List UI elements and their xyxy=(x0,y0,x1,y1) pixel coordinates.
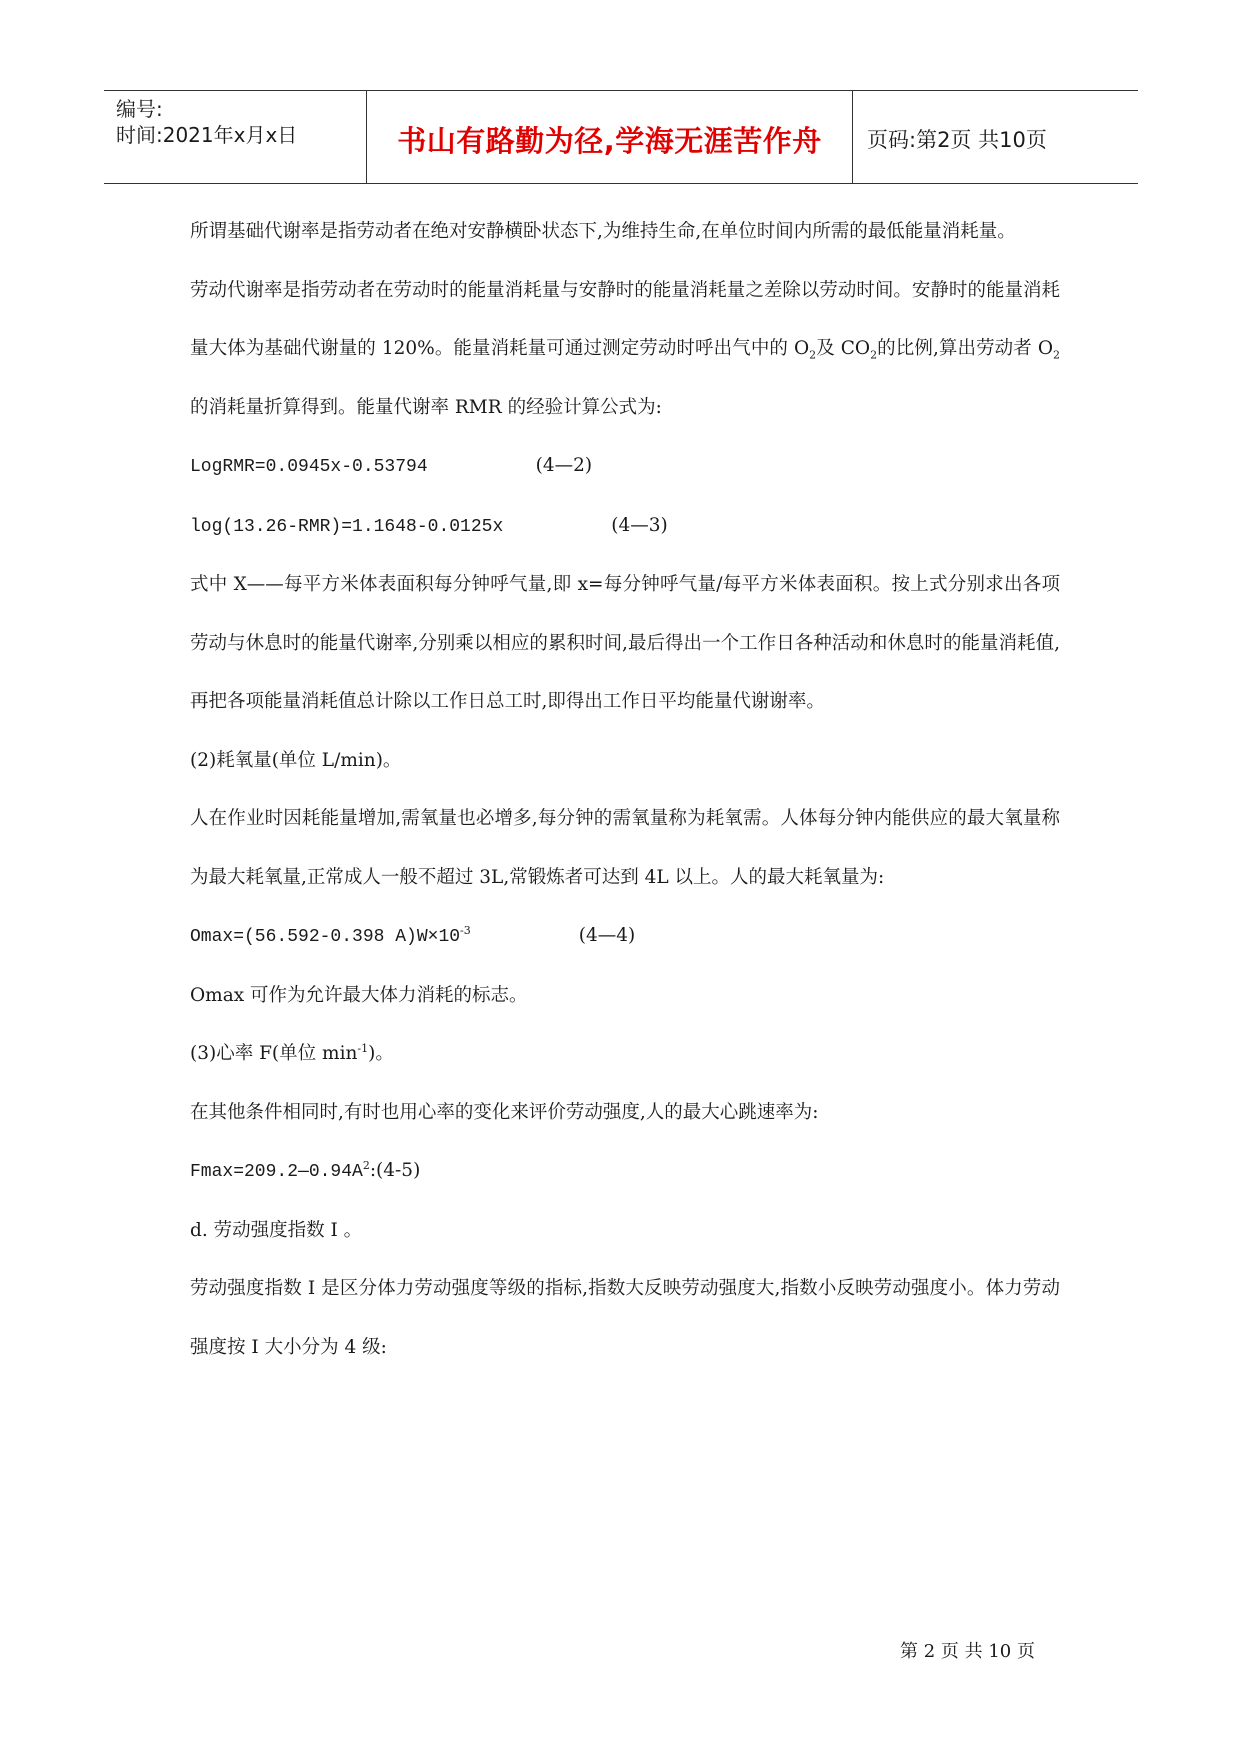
document-number-label: 编号: xyxy=(116,97,163,121)
paragraph-heart-rate: 在其他条件相同时,有时也用心率的变化来评价劳动强度,人的最大心跳速率为: xyxy=(190,1101,819,1123)
equation-number: (4—2) xyxy=(535,455,593,476)
equation-4-5 xyxy=(190,1142,1060,1202)
equation-number: :(4-5) xyxy=(369,1160,421,1181)
equation-text: Omax=(56.592-0.398 A)W×10 xyxy=(190,927,461,947)
equation-text: LogRMR=0.0945x-0.53794 xyxy=(190,457,428,477)
paragraph-oxygen-demand: 人在作业时因耗能量增加,需氧量也必增多,每分钟的需氧量称为耗氧需。人体每分钟内能供应的最大氧量称为最大耗氧量,正常成人一般不超过 3L,常锻炼者可达到 4L 以上。人的最大耗氧量为: xyxy=(190,808,1060,888)
section-labor-intensity-index: d. 劳动强度指数 I 。 xyxy=(190,1219,363,1241)
paragraph-labor-intensity-index: 劳动强度指数 I 是区分体力劳动强度等级的指标,指数大反映劳动强度大,指数小反映劳动强度小。体力劳动强度按 I 大小分为 4 级: xyxy=(190,1278,1060,1358)
equation-4-4 xyxy=(190,907,1060,967)
spacer xyxy=(471,927,579,947)
subscript: 2 xyxy=(1053,348,1060,362)
header-right-cell xyxy=(853,91,1138,183)
equation-number: (4—4) xyxy=(578,925,636,946)
equation-number: (4—3) xyxy=(611,514,668,536)
header-motto: 书山有路勤为径,学海无涯苦作舟 xyxy=(397,124,822,158)
paragraph-text: 的比例,算出劳动者 O xyxy=(877,338,1053,359)
paragraph-omax-note: Omax 可作为允许最大体力消耗的标志。 xyxy=(190,984,528,1006)
subscript: 2 xyxy=(870,348,878,362)
header-page-info: 页码:第2页 共10页 xyxy=(867,128,1047,152)
paragraph-text: )。 xyxy=(368,1043,394,1064)
equation-text: log(13.26-RMR)=1.1648-0.0125x xyxy=(190,516,504,537)
paragraph-text: (3)心率 F(单位 min xyxy=(190,1043,358,1064)
paragraph-basal-metabolic-rate: 所谓基础代谢率是指劳动者在绝对安静横卧状态下,为维持生命,在单位时间内所需的最低能量消耗量。 xyxy=(190,221,1016,242)
paragraph-formula-explanation: 式中 X——每平方米体表面积每分钟呼气量,即 x=每分钟呼气量/每平方米体表面积。按上式分别求出各项劳动与休息时的能量代谢率,分别乘以相应的累积时间,最后得出一个工作日各种活动和休息时的能量消耗值,再把各项能量消耗值总计除以工作日总工时,即得出工作日平均能量代谢谢率。 xyxy=(190,574,1060,712)
page-footer: 第 2 页 共 10 页 xyxy=(900,1641,1035,1662)
equation-4-2 xyxy=(190,437,1060,497)
spacer xyxy=(503,517,611,537)
paragraph-text: 劳动代谢率是指劳动者在劳动时的能量消耗量与安静时的能量消耗量之差除以劳动时间。安静时的能量消耗量大体为基础代谢量的 120%。能量消耗量可通过测定劳动时呼出气中的 O xyxy=(190,279,1060,359)
document-body xyxy=(190,203,1060,1377)
paragraph-labor-metabolic-rate xyxy=(190,262,1060,438)
subscript: 2 xyxy=(809,348,817,362)
equation-text: Fmax=209.2—0.94A xyxy=(190,1162,363,1182)
paragraph-text: 的消耗量折算得到。能量代谢率 RMR 的经验计算公式为: xyxy=(190,396,662,418)
section-heart-rate xyxy=(190,1025,1060,1084)
paragraph-text: 及 CO xyxy=(816,338,871,359)
equation-4-3 xyxy=(190,497,1060,557)
document-time-label: 时间:2021年x月x日 xyxy=(116,123,298,147)
spacer xyxy=(428,457,536,477)
header-left-cell xyxy=(104,91,367,183)
superscript: -3 xyxy=(460,923,471,937)
superscript: -1 xyxy=(357,1041,369,1055)
header-middle-cell xyxy=(367,91,853,183)
section-oxygen-consumption: (2)耗氧量(单位 L/min)。 xyxy=(190,749,402,771)
superscript: 2 xyxy=(362,1158,370,1172)
page-header xyxy=(104,90,1138,184)
